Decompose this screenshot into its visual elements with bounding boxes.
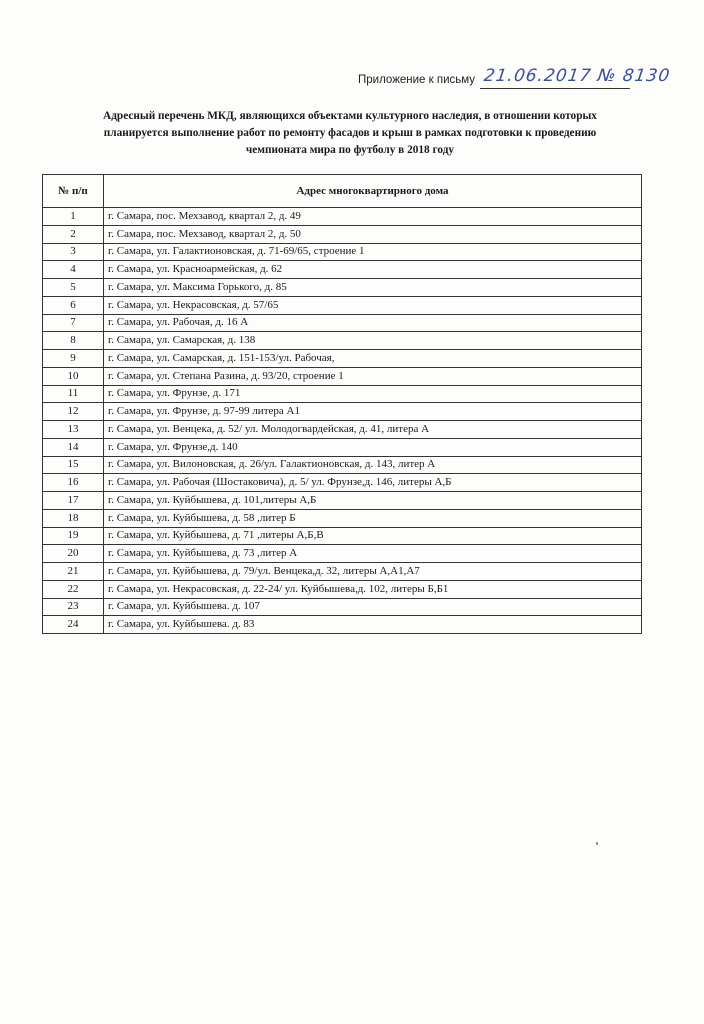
table-header-row xyxy=(43,175,642,208)
address-table xyxy=(42,174,642,634)
row-address: г. Самара, ул. Красноармейская, д. 62 xyxy=(104,261,642,279)
table-row xyxy=(43,616,642,634)
row-address: г. Самара, ул. Куйбышева, д. 101,литеры А,Б xyxy=(104,492,642,510)
table-row xyxy=(43,332,642,350)
title-line-2: планируется выполнение работ по ремонту фасадов и крыш в рамках подготовки к проведению xyxy=(103,127,597,139)
appendix-handwritten-ref: 21.06.2017 № 8130 xyxy=(482,66,672,86)
table-row xyxy=(43,279,642,297)
row-address: г. Самара, ул. Некрасовская, д. 57/65 xyxy=(104,296,642,314)
title-line-3: чемпионата мира по футболу в 2018 году xyxy=(245,144,455,156)
row-number: 13 xyxy=(43,421,104,439)
row-address: г. Самара, ул. Самарская, д. 151-153/ул. Рабочая, xyxy=(104,350,642,368)
row-number: 10 xyxy=(43,367,104,385)
row-number: 2 xyxy=(43,225,104,243)
table-row xyxy=(43,509,642,527)
row-address: г. Самара, ул. Рабочая, д. 16 А xyxy=(104,314,642,332)
row-number: 18 xyxy=(43,509,104,527)
row-address: г. Самара, ул. Куйбышева, д. 79/ул. Венцека,д. 32, литеры А,А1,А7 xyxy=(104,563,642,581)
row-number: 24 xyxy=(43,616,104,634)
row-address: г. Самара, пос. Мехзавод, квартал 2, д. 50 xyxy=(104,225,642,243)
table-row xyxy=(43,225,642,243)
table-row xyxy=(43,456,642,474)
row-number: 6 xyxy=(43,296,104,314)
row-address: г. Самара, пос. Мехзавод, квартал 2, д. 49 xyxy=(104,208,642,226)
table-row xyxy=(43,350,642,368)
table-row xyxy=(43,314,642,332)
row-number: 15 xyxy=(43,456,104,474)
row-address: г. Самара, ул. Куйбышева, д. 58 ,литер Б xyxy=(104,509,642,527)
table-row xyxy=(43,438,642,456)
row-address: г. Самара, ул. Некрасовская, д. 22-24/ ул. Куйбышева,д. 102, литеры Б,Б1 xyxy=(104,580,642,598)
row-number: 1 xyxy=(43,208,104,226)
paper-speck xyxy=(596,842,598,845)
table-row xyxy=(43,492,642,510)
table-row xyxy=(43,261,642,279)
table-row xyxy=(43,580,642,598)
row-address: г. Самара, ул. Самарская, д. 138 xyxy=(104,332,642,350)
header-address: Адрес многоквартирного дома xyxy=(104,175,642,208)
table-row xyxy=(43,527,642,545)
row-number: 11 xyxy=(43,385,104,403)
title-line-1: Адресный перечень МКД, являющихся объектами культурного наследия, в отношении которых xyxy=(103,110,597,122)
appendix-label: Приложение к письму xyxy=(358,74,476,86)
table-row xyxy=(43,474,642,492)
row-number: 16 xyxy=(43,474,104,492)
row-address: г. Самара, ул. Галактионовская, д. 71-69/65, строение 1 xyxy=(104,243,642,261)
row-address: г. Самара, ул. Рабочая (Шостаковича), д. 5/ ул. Фрунзе,д. 146, литеры А,Б xyxy=(104,474,642,492)
row-address: г. Самара, ул. Фрунзе,д. 140 xyxy=(104,438,642,456)
row-number: 4 xyxy=(43,261,104,279)
row-address: г. Самара, ул. Куйбышева. д. 107 xyxy=(104,598,642,616)
row-number: 5 xyxy=(43,279,104,297)
row-number: 22 xyxy=(43,580,104,598)
table-row xyxy=(43,208,642,226)
header-number: № п/п xyxy=(43,175,104,208)
table-row xyxy=(43,421,642,439)
row-number: 3 xyxy=(43,243,104,261)
appendix-underline xyxy=(480,88,630,89)
row-number: 20 xyxy=(43,545,104,563)
table-row xyxy=(43,545,642,563)
document-title xyxy=(40,108,660,159)
row-address: г. Самара, ул. Куйбышева, д. 71 ,литеры А,Б,В xyxy=(104,527,642,545)
table-row xyxy=(43,385,642,403)
row-address: г. Самара, ул. Куйбышева, д. 73 ,литер А xyxy=(104,545,642,563)
row-address: г. Самара, ул. Степана Разина, д. 93/20, строение 1 xyxy=(104,367,642,385)
table-row xyxy=(43,367,642,385)
table-row xyxy=(43,403,642,421)
table-row xyxy=(43,243,642,261)
row-number: 12 xyxy=(43,403,104,421)
row-number: 17 xyxy=(43,492,104,510)
row-address: г. Самара, ул. Венцека, д. 52/ ул. Молодогвардейская, д. 41, литера А xyxy=(104,421,642,439)
row-number: 21 xyxy=(43,563,104,581)
row-number: 8 xyxy=(43,332,104,350)
row-number: 7 xyxy=(43,314,104,332)
table-row xyxy=(43,598,642,616)
appendix-reference xyxy=(358,66,672,96)
table-row xyxy=(43,296,642,314)
row-number: 9 xyxy=(43,350,104,368)
row-address: г. Самара, ул. Фрунзе, д. 171 xyxy=(104,385,642,403)
row-address: г. Самара, ул. Вилоновская, д. 26/ул. Галактионовская, д. 143, литер А xyxy=(104,456,642,474)
row-number: 23 xyxy=(43,598,104,616)
row-number: 14 xyxy=(43,438,104,456)
row-address: г. Самара, ул. Максима Горького, д. 85 xyxy=(104,279,642,297)
row-address: г. Самара, ул. Куйбышева. д. 83 xyxy=(104,616,642,634)
row-address: г. Самара, ул. Фрунзе, д. 97-99 литера А1 xyxy=(104,403,642,421)
table-row xyxy=(43,563,642,581)
row-number: 19 xyxy=(43,527,104,545)
